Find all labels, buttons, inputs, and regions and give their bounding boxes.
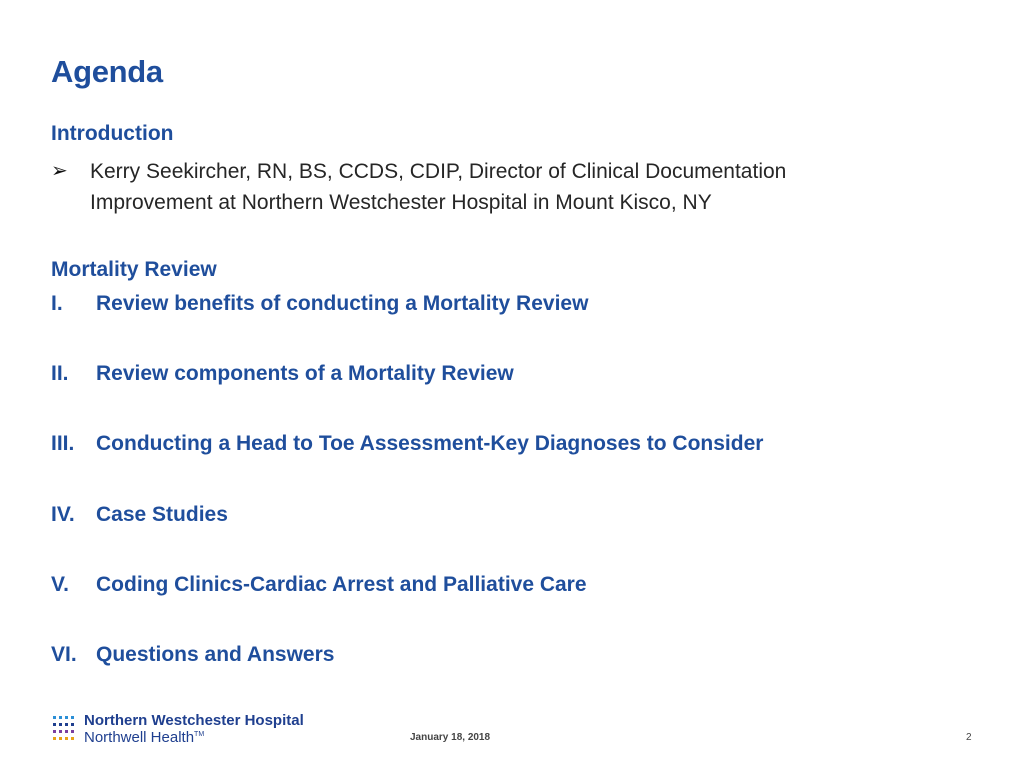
agenda-item-label: Review benefits of conducting a Mortality Review <box>96 292 589 315</box>
agenda-item <box>51 292 951 320</box>
logo-health-system-text: Northwell Health <box>84 729 195 746</box>
agenda-item-label: Conducting a Head to Toe Assessment-Key Diagnoses to Consider <box>96 432 764 455</box>
arrow-bullet-icon: ➢ <box>51 160 68 182</box>
agenda-item-number: V. <box>51 573 69 596</box>
agenda-item-label: Review components of a Mortality Review <box>96 362 514 385</box>
logo-hospital-name: Northern Westchester Hospital <box>84 712 304 729</box>
mortality-review-heading: Mortality Review <box>51 258 217 281</box>
hospital-logo <box>52 712 342 746</box>
agenda-item-number: IV. <box>51 503 75 526</box>
logo-health-system <box>84 729 204 746</box>
agenda-item-label: Case Studies <box>96 503 228 526</box>
agenda-item <box>51 362 951 390</box>
agenda-item-number: I. <box>51 292 63 315</box>
agenda-item-label: Questions and Answers <box>96 643 335 666</box>
agenda-item-number: III. <box>51 432 75 455</box>
agenda-item-label: Coding Clinics-Cardiac Arrest and Palliative Care <box>96 573 587 596</box>
agenda-item <box>51 643 951 671</box>
agenda-item <box>51 503 951 531</box>
agenda-item <box>51 432 951 460</box>
footer-date: January 18, 2018 <box>410 732 491 743</box>
slide-title: Agenda <box>51 54 163 89</box>
introduction-heading: Introduction <box>51 122 174 145</box>
introduction-bullet-text: Kerry Seekircher, RN, BS, CCDS, CDIP, Director of Clinical Documentation Improvement at Northern Westchester Hospital in Mount Kisco, NY <box>90 160 787 214</box>
trademark-mark: TM <box>194 731 205 738</box>
logo-mark-icon <box>52 714 80 742</box>
page-number: 2 <box>966 732 972 743</box>
agenda-item-number: VI. <box>51 643 77 666</box>
agenda-item-number: II. <box>51 362 69 385</box>
agenda-item <box>51 573 951 601</box>
